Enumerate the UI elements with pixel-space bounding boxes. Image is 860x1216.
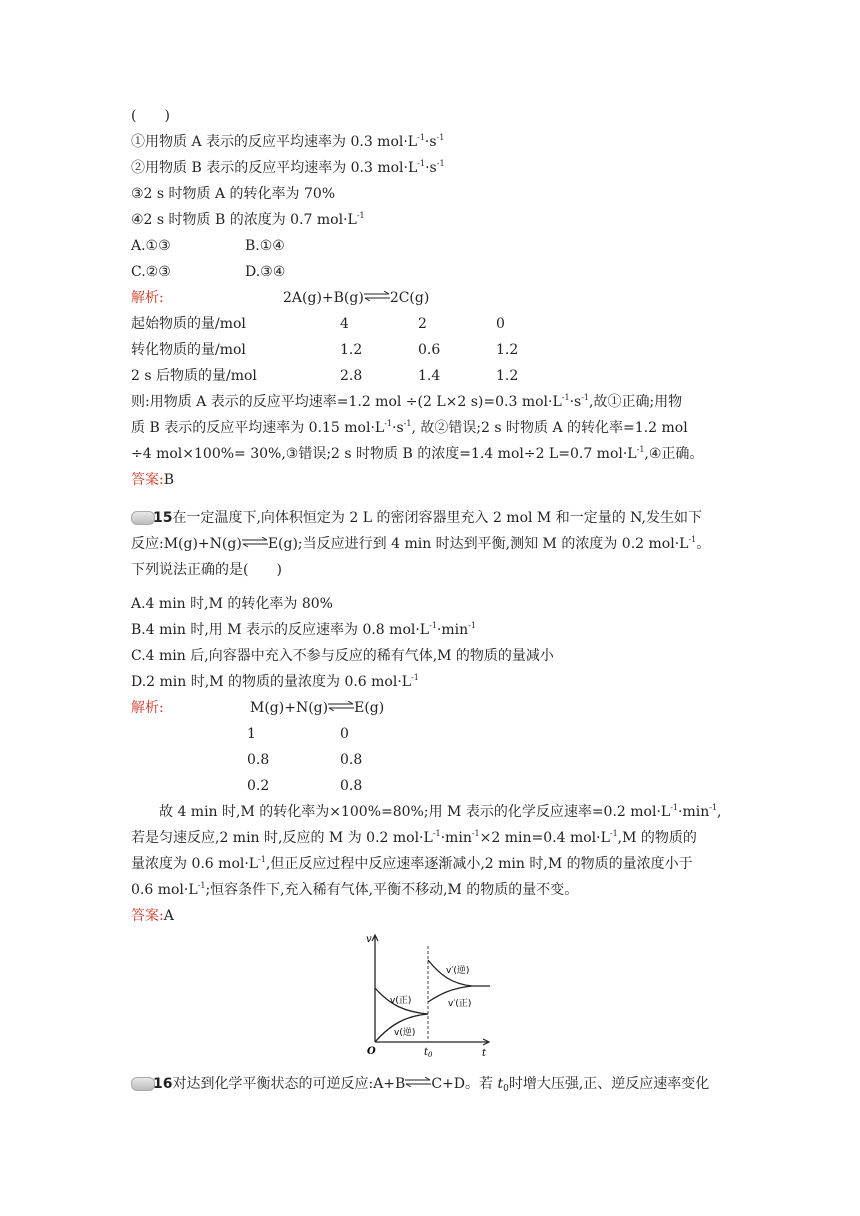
question-marker-icon: [131, 511, 155, 525]
q15-explanation-3: 量浓度为 0.6 $mol\cdot L^{-1}$,但正反应过程中反应速率逐渐减小,2 min 时,M 的物质的量浓度小于: [131, 855, 693, 872]
new-forward-rate-label: v′(正): [448, 999, 472, 1009]
question-marker-icon: [131, 1077, 155, 1091]
q14-equation: 2A(g)+B(g) 2C(g): [283, 290, 430, 306]
q14-paren: ( ): [131, 108, 170, 124]
q15-r1-b: 0: [340, 726, 349, 742]
q15-stem-1: 15在一定温度下,向体积恒定为 2 L 的密闭容器里充入 2 mol M 和一定量的 N,发生如下: [153, 510, 702, 526]
q14-row2-b: 0.6: [418, 342, 441, 358]
q14-row1-c: 0: [496, 316, 505, 332]
q14-choice-a: A.①③: [131, 238, 171, 254]
q15-stem-2: 反应:M(g)+N(g) E(g);当反应进行到 4 min 时达到平衡,测知 M 的浓度为 0.2 $mol\cdot L^{-1}$。: [131, 535, 711, 552]
equilibrium-arrow-icon: [405, 1077, 431, 1087]
new-reverse-rate-label: v′(逆): [446, 966, 470, 976]
q15-answer: 答案:A: [131, 908, 174, 924]
x-axis-label: t: [482, 1048, 487, 1059]
reverse-rate-label: v(逆): [394, 1028, 416, 1038]
q15-r1-a: 1: [247, 726, 256, 742]
q15-stem-3: 下列说法正确的是( ): [131, 562, 282, 578]
q15-explanation-4: 0.6 $mol\cdot L^{-1}$;恒容条件下,充入稀有气体,平衡不移动,M 的物质的量不变。: [131, 881, 579, 898]
q14-option-2: ②用物质 B 表示的反应平均速率为 0.3 $mol\cdot L^{-1}\cdot s^{-1}$: [131, 159, 445, 176]
y-axis-label: v: [366, 934, 372, 945]
q14-choice-b: B.①④: [245, 238, 285, 254]
q14-row2-a: 1.2: [340, 342, 363, 358]
q15-r2-a: 0.8: [247, 752, 270, 768]
q14-option-3: ③2 s 时物质 A 的转化率为 70%: [131, 186, 336, 202]
q15-option-c: C.4 min 后,向容器中充入不参与反应的稀有气体,M 的物质的量减小: [131, 648, 554, 664]
q14-choice-c: C.②③: [131, 264, 171, 280]
q14-analysis-label: 解析:: [131, 290, 164, 306]
q14-row1-label: 起始物质的量/mol: [131, 316, 246, 332]
q14-choice-d: D.③④: [245, 264, 286, 280]
q14-explanation-3: ÷4 mol×100%= 30%,③错误;2 s 时物质 B 的浓度=1.4 mol÷2 L=0.7 $mol\cdot L^{-1},④$正确。: [131, 445, 704, 462]
q14-row2-label: 转化物质的量/mol: [131, 342, 246, 358]
q14-row2-c: 1.2: [496, 342, 519, 358]
q16-stem: 16对达到化学平衡状态的可逆反应:A+B C+D。若 $t_0$时增大压强,正、逆反应速率变化: [153, 1076, 710, 1094]
rate-time-graph: [360, 930, 495, 1060]
q15-r3-a: 0.2: [247, 778, 270, 794]
q14-row3-c: 1.2: [496, 368, 519, 384]
q14-explanation-1: 则:用物质 A 表示的反应平均速率=1.2 mol ÷(2 L×2 s)=0.3 $mol\cdot L^{-1}\cdot s^{-1}$,故①正确;用物: [131, 393, 683, 410]
q15-option-a: A.4 min 时,M 的转化率为 80%: [131, 596, 333, 612]
q15-equation: M(g)+N(g) E(g): [250, 700, 385, 716]
q14-answer: 答案:B: [131, 472, 175, 488]
q15-explanation-1: 故 4 min 时,M 的转化率为×100%=80%;用 M 表示的化学反应速率=0.2 $mol\cdot L^{-1}\cdot\min^{-1}$,: [159, 803, 722, 820]
q15-explanation-2: 若是匀速反应,2 min 时,反应的 M 为 0.2 $mol\cdot L^{-1}\cdot\min^{-1}\times 2$ min=0.4 $mol\cdot L^{-1},M$ 的物质的: [131, 829, 697, 846]
q14-row1-b: 2: [418, 316, 427, 332]
q14-row3-b: 1.4: [418, 368, 441, 384]
q15-analysis-label: 解析:: [131, 700, 164, 716]
equilibrium-arrow-icon: [242, 537, 268, 547]
equilibrium-arrow-icon: [364, 291, 390, 301]
q14-explanation-2: 质 B 表示的反应平均速率为 0.15 $mol\cdot L^{-1}\cdot s^{-1}$, 故②错误;2 s 时物质 A 的转化率=1.2 mol: [131, 419, 688, 436]
q15-option-d: D.2 min 时,M 的物质的量浓度为 0.6 $mol\cdot L^{-1}$: [131, 673, 419, 690]
forward-rate-label: v(正): [390, 996, 412, 1006]
q15-r3-b: 0.8: [340, 778, 363, 794]
q15-option-b: B.4 min 时,用 M 表示的反应速率为 0.8 $mol\cdot L^{-1}\cdot\min^{-1}$: [131, 621, 476, 638]
q14-option-1: ①用物质 A 表示的反应平均速率为 0.3 $mol\cdot L^{-1}\cdot s^{-1}$: [131, 133, 445, 150]
origin-label: O: [367, 1046, 376, 1057]
equilibrium-arrow-icon: [328, 701, 354, 711]
q14-row3-a: 2.8: [340, 368, 363, 384]
t0-label: $t_0$: [424, 1047, 433, 1059]
q15-r2-b: 0.8: [340, 752, 363, 768]
q14-row1-a: 4: [340, 316, 349, 332]
q14-row3-label: 2 s 后物质的量/mol: [131, 368, 257, 384]
q14-option-4: ④2 s 时物质 B 的浓度为 0.7 $mol\cdot L^{-1}$: [131, 211, 365, 228]
